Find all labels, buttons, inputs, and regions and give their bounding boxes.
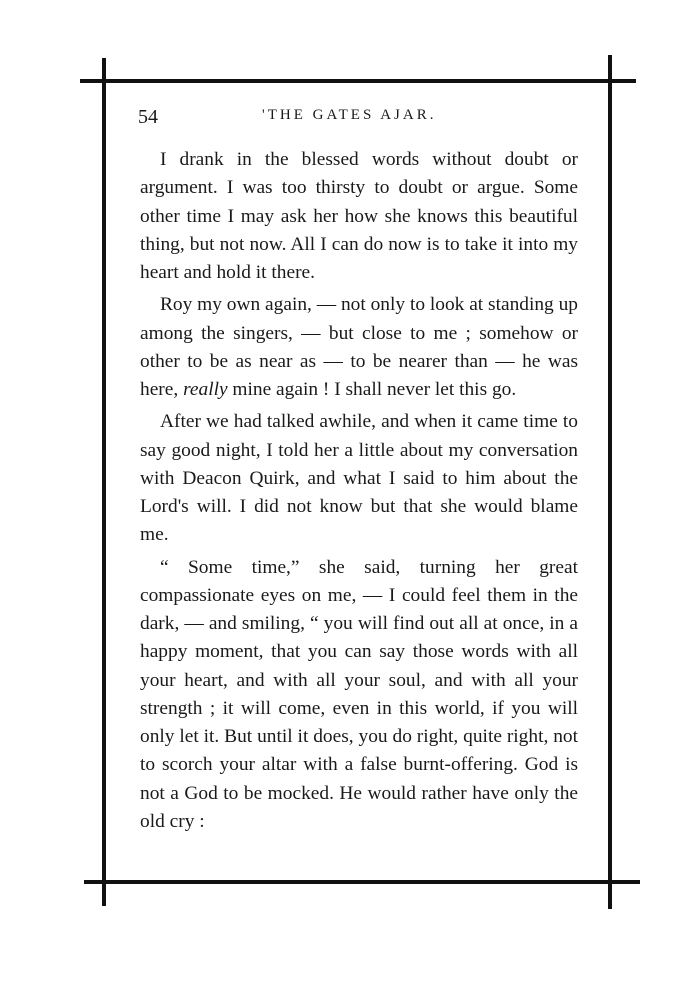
paragraph-2 (140, 291, 578, 404)
frame-rule-bottom (84, 880, 640, 884)
paragraph-3: After we had talked awhile, and when it came time to say good night, I told her a little about my conversation with Deacon Quirk, and what I said to him about the Lord's will. I did not know but that she would blame me. (140, 411, 578, 546)
paragraph-4: “ Some time,” she said, turning her great compassionate eyes on me, — I could feel them in the dark, — and smiling, “ you will find out all at once, in a happy moment, that you can say those words with all your heart, and with all your soul, and with all your strength ; it will come, even in this world, if you will only let it. But until it does, you do right, quite right, not to scorch your altar with a false burnt-offering. God is not a God to be mocked. He would rather have only the old cry : (140, 556, 578, 832)
paragraph-2-after: mine again ! I shall never let this go. (227, 379, 517, 400)
frame-rule-top (80, 79, 636, 83)
paragraph-2-before: Roy my own again, — not only to look at standing up among the singers, — but close to me ; somehow or other to be as near as — to be nearer than — he was here, (140, 294, 578, 400)
paragraph-1: I drank in the blessed words without doubt or argument. I was too thirsty to doubt or argue. Some other time I may ask her how she knows this beautiful thing, but not now. All I can do now is to take it into my heart and hold it there. (140, 149, 578, 283)
paragraph-2-emphasis: really (183, 379, 228, 400)
frame-rule-right (608, 55, 612, 909)
page-number: 54 (138, 106, 158, 128)
frame-rule-left (102, 58, 106, 906)
page-header (138, 106, 578, 132)
running-title: 'THE GATES AJAR. (262, 107, 437, 123)
body-text (140, 146, 578, 836)
